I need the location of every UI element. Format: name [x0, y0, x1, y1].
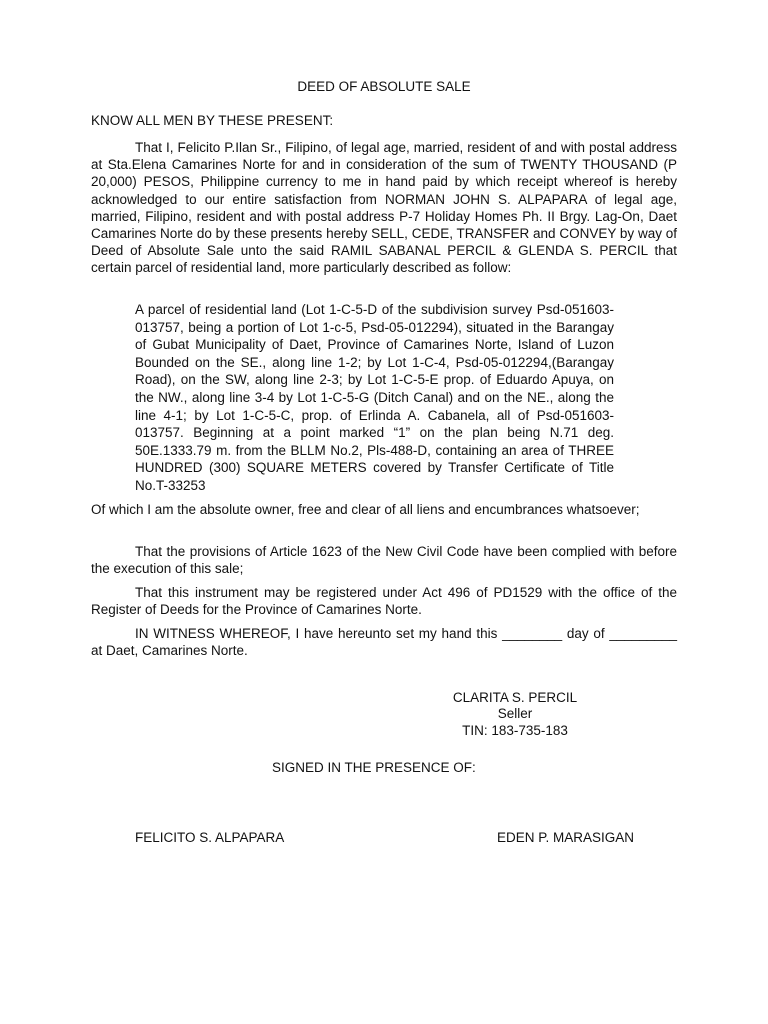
paragraph-3-text: That the provisions of Article 1623 of the New Civil Code have been complied with before the execution of this sale;: [91, 544, 677, 577]
paragraph-ownership: [91, 501, 677, 518]
paragraph-witness-whereof: [91, 625, 677, 659]
witness-2-name: EDEN P. MARASIGAN: [497, 830, 635, 845]
paragraph-2-text: Of which I am the absolute owner, free and clear of all liens and encumbrances whatsoever;: [91, 502, 640, 517]
paragraph-registration: [91, 584, 677, 618]
witness-1-name: FELICITO S. ALPAPARA: [135, 830, 285, 845]
seller-name: CLARITA S. PERCIL: [452, 690, 578, 705]
paragraph-5-text: IN WITNESS WHEREOF, I have hereunto set my hand this ________ day of _________ at Daet, Camarines Norte.: [91, 626, 677, 659]
property-description: A parcel of residential land (Lot 1-C-5-D of the subdivision survey Psd-051603-013757, being a portion of Lot 1-c-5, Psd-05-012294), situated in the Barangay of Gubat Municipality of Daet, Province of Camarines Norte, Island of Luzon Bounded on the SE., along line 1-2; by Lot 1-C-4, Psd-05-012294,(Barangay Road), on the SW, along line 2-3; by Lot 1-C-5-E prop. of Eduardo Apuya, on the NW., along line 3-4 by Lot 1-C-5-G (Ditch Canal) and on the NE., along the line 4-1; by Lot 1-C-5-C, prop. of Erlinda A. Cabanela, all of Psd-051603-013757. Beginning at a point marked “1” on the plan being N.71 deg. 50E.1333.79 m. from the BLLM No.2, Pls-488-D, containing an area of THREE HUNDRED (300) SQUARE METERS covered by Transfer Certificate of Title No.T-33253: [135, 302, 614, 493]
paragraph-4-text: That this instrument may be registered under Act 496 of PD1529 with the office of the Register of Deeds for the Province of Camarines Norte.: [91, 585, 677, 618]
seller-role: Seller: [497, 706, 533, 722]
paragraph-1-text: That I, Felicito P.Ilan Sr., Filipino, of legal age, married, resident of and with postal address at Sta.Elena Camarines Norte for and in consideration of the sum of TWENTY THOUSAND (P 20,000) PESOS, Philippine currency to me in hand paid by which receipt whereof is hereby acknowledged to our entire satisfaction from NORMAN JOHN S. ALPAPARA of legal age, married, Filipino, resident and with postal address P-7 Holiday Homes Ph. II Brgy. Lag-On, Daet Camarines Norte do by these presents hereby SELL, CEDE, TRANSFER and CONVEY by way of Deed of Absolute Sale unto the said RAMIL SABANAL PERCIL & GLENDA S. PERCIL that certain parcel of residential land, more particularly described as follow:: [91, 140, 677, 276]
paragraph-civil-code: [91, 543, 677, 577]
seller-tin: TIN: 183-735-183: [462, 722, 568, 738]
witnesses-heading: SIGNED IN THE PRESENCE OF:: [272, 760, 476, 775]
seller-signature-block: [430, 690, 600, 739]
paragraph-consideration: [91, 139, 677, 277]
document-title: DEED OF ABSOLUTE SALE: [297, 79, 471, 94]
salutation: KNOW ALL MEN BY THESE PRESENT:: [91, 113, 334, 128]
